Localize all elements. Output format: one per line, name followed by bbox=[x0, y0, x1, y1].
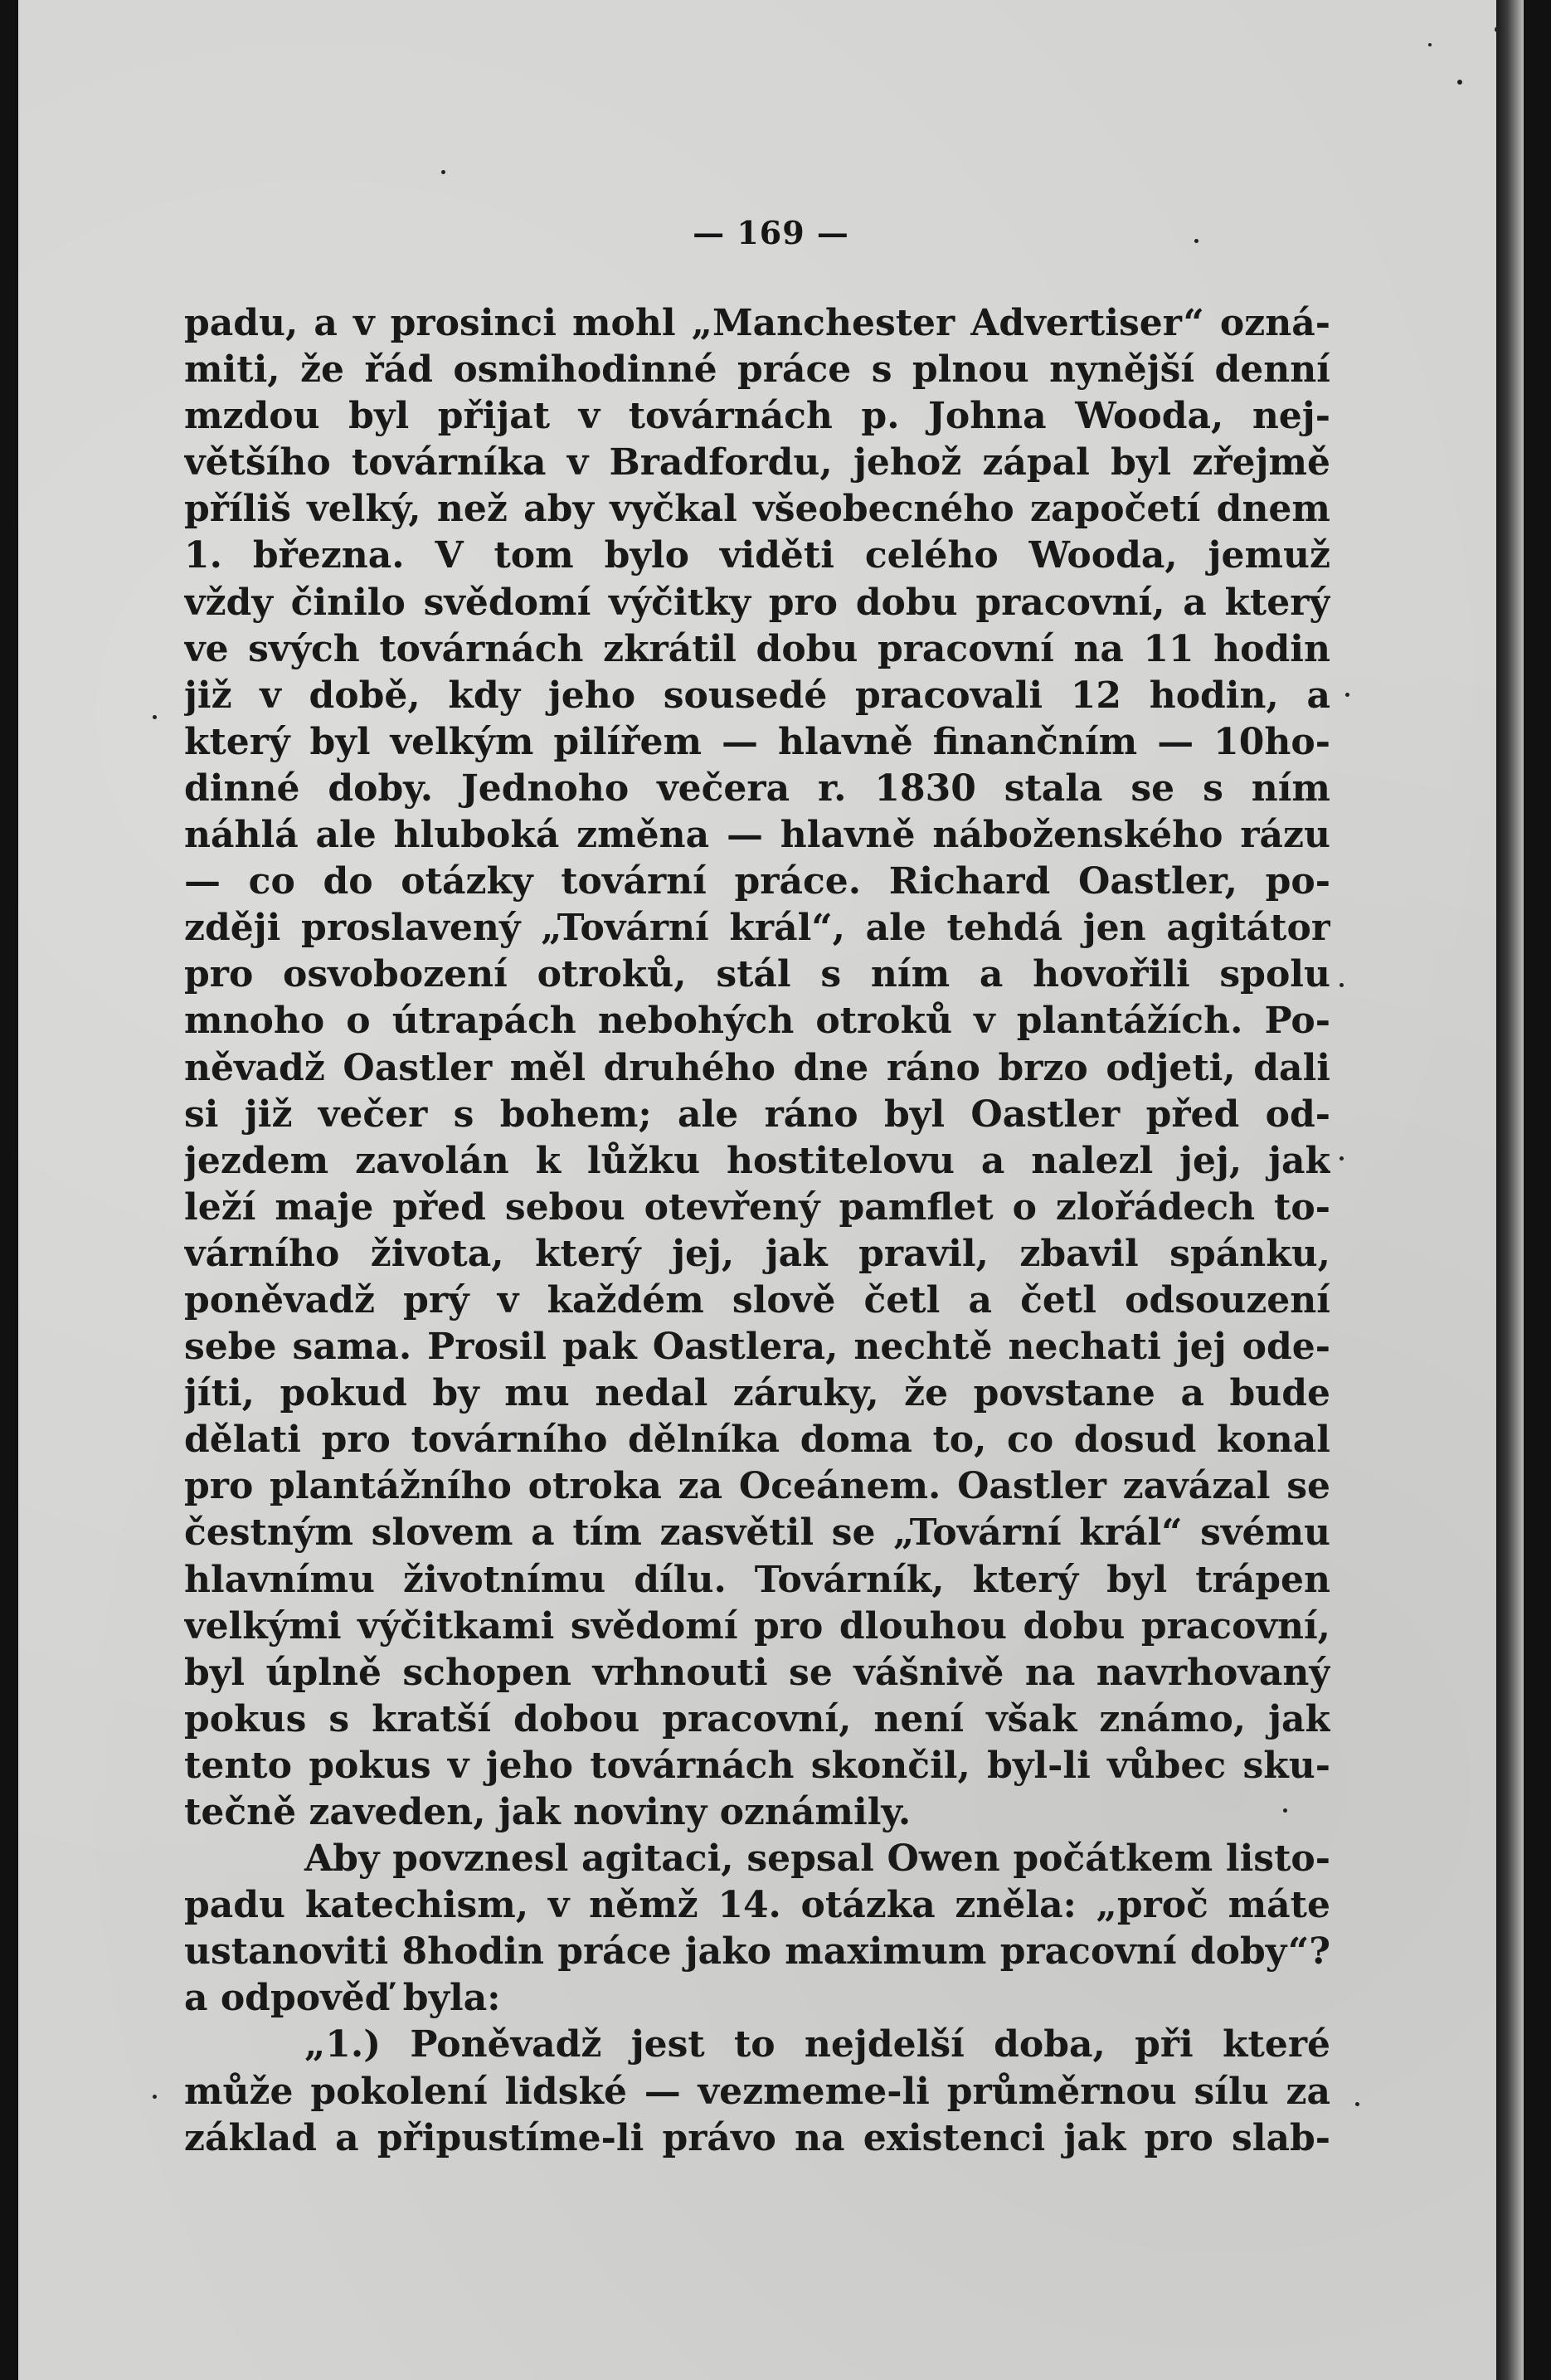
text-line: čestným slovem a tím zasvětil se „Tovární král“ svému bbox=[184, 1511, 1330, 1555]
text-line: pro plantážního otroka za Oceánem. Oastler zavázal se bbox=[184, 1465, 1330, 1508]
text-line: základ a připustíme-li právo na existenci jak pro slab- bbox=[184, 2116, 1330, 2159]
text-line: jíti, pokud by mu nedal záruky, že povstane a bude bbox=[184, 1372, 1330, 1415]
paragraph-start-line: Aby povznesl agitaci, sepsal Owen počátkem listo- bbox=[304, 1837, 1330, 1881]
book-page bbox=[18, 0, 1524, 2380]
text-line: který byl velkým pilířem — hlavně finančním — 10ho- bbox=[184, 720, 1330, 763]
text-line: může pokolení lidské — vezmeme-li průměrnou sílu za bbox=[184, 2070, 1330, 2113]
text-line: byl úplně schopen vrhnouti se vášnivě na navrhovaný bbox=[184, 1651, 1330, 1694]
print-speck bbox=[1428, 43, 1432, 46]
text-line: dinné doby. Jednoho večera r. 1830 stala se s ním bbox=[184, 767, 1330, 810]
text-line: pro osvobození otroků, stál s ním a hovořili spolu bbox=[184, 953, 1330, 996]
paragraph-end-line: tečně zaveden, jak noviny oznámily. bbox=[184, 1791, 912, 1833]
text-line: většího továrníka v Bradfordu, jehož zápal byl zřejmě bbox=[184, 441, 1330, 484]
print-speck bbox=[1345, 693, 1349, 697]
text-line: 1. března. V tom bylo viděti celého Wooda, jemuž bbox=[184, 534, 1330, 577]
text-line: zději proslavený „Tovární král“, ale tehdá jen agitátor bbox=[184, 907, 1330, 950]
text-line: náhlá ale hluboká změna — hlavně náboženského rázu bbox=[184, 814, 1330, 857]
text-line: si již večer s bohem; ale ráno byl Oastler před od- bbox=[184, 1093, 1330, 1136]
text-line: mzdou byl přijat v továrnách p. Johna Wooda, nej- bbox=[184, 395, 1330, 438]
print-speck bbox=[1355, 2102, 1359, 2106]
text-line: — co do otázky tovární práce. Richard Oastler, po- bbox=[184, 860, 1330, 903]
text-line: poněvadž prý v každém slově četl a četl odsouzení bbox=[184, 1278, 1330, 1321]
text-line: tento pokus v jeho továrnách skončil, byl-li vůbec sku- bbox=[184, 1744, 1330, 1787]
text-line: ve svých továrnách zkrátil dobu pracovní na 11 hodin bbox=[184, 627, 1330, 670]
print-speck bbox=[441, 170, 445, 174]
print-speck bbox=[1457, 80, 1462, 85]
text-line: vždy činilo svědomí výčitky pro dobu pracovní, a který bbox=[184, 581, 1330, 624]
text-line: jezdem zavolán k lůžku hostitelovu a nalezl jej, jak bbox=[184, 1139, 1330, 1182]
text-line: příliš velký, než aby vyčkal všeobecného započetí dnem bbox=[184, 488, 1330, 531]
text-line: miti, že řád osmihodinné práce s plnou nynější denní bbox=[184, 348, 1330, 392]
print-speck bbox=[1495, 27, 1500, 32]
text-line: mnoho o útrapách nebohých otroků v plantážích. Po- bbox=[184, 1000, 1330, 1043]
quote-start-line: „1.) Poněvadž jest to nejdelší doba, při které bbox=[304, 2023, 1330, 2066]
text-line: pokus s kratší dobou pracovní, není však známo, jak bbox=[184, 1697, 1330, 1740]
page-edge-shadow bbox=[1496, 0, 1524, 2380]
text-line: něvadž Oastler měl druhého dne ráno brzo odjeti, dali bbox=[184, 1046, 1330, 1089]
print-speck bbox=[1340, 1156, 1344, 1161]
print-speck bbox=[153, 2095, 157, 2099]
body-text bbox=[184, 300, 1330, 2162]
text-line: sebe sama. Prosil pak Oastlera, nechtě nechati jej ode- bbox=[184, 1326, 1330, 1369]
text-line: leží maje před sebou otevřený pamflet o zlořádech to- bbox=[184, 1185, 1330, 1229]
text-line: velkými výčitkami svědomí pro dlouhou dobu pracovní, bbox=[184, 1604, 1330, 1648]
print-speck bbox=[153, 715, 157, 719]
text-line: hlavnímu životnímu dílu. Továrník, který byl trápen bbox=[184, 1558, 1330, 1601]
text-line: dělati pro továrního dělníka doma to, co dosud konal bbox=[184, 1419, 1330, 1462]
text-line: padu, a v prosinci mohl „Manchester Advertiser“ ozná- bbox=[184, 302, 1330, 344]
text-line: již v době, kdy jeho sousedé pracovali 12 hodin, a bbox=[184, 674, 1330, 717]
text-line: padu katechism, v němž 14. otázka zněla: „proč máte bbox=[184, 1884, 1330, 1927]
print-speck bbox=[1340, 983, 1344, 987]
paragraph-end-line: a odpověď byla: bbox=[184, 1977, 501, 2020]
text-line: várního života, který jej, jak pravil, zbavil spánku, bbox=[184, 1232, 1330, 1275]
text-line: ustanoviti 8hodin práce jako maximum pracovní doby“? bbox=[184, 1930, 1330, 1974]
page-number: — 169 — bbox=[693, 214, 849, 251]
